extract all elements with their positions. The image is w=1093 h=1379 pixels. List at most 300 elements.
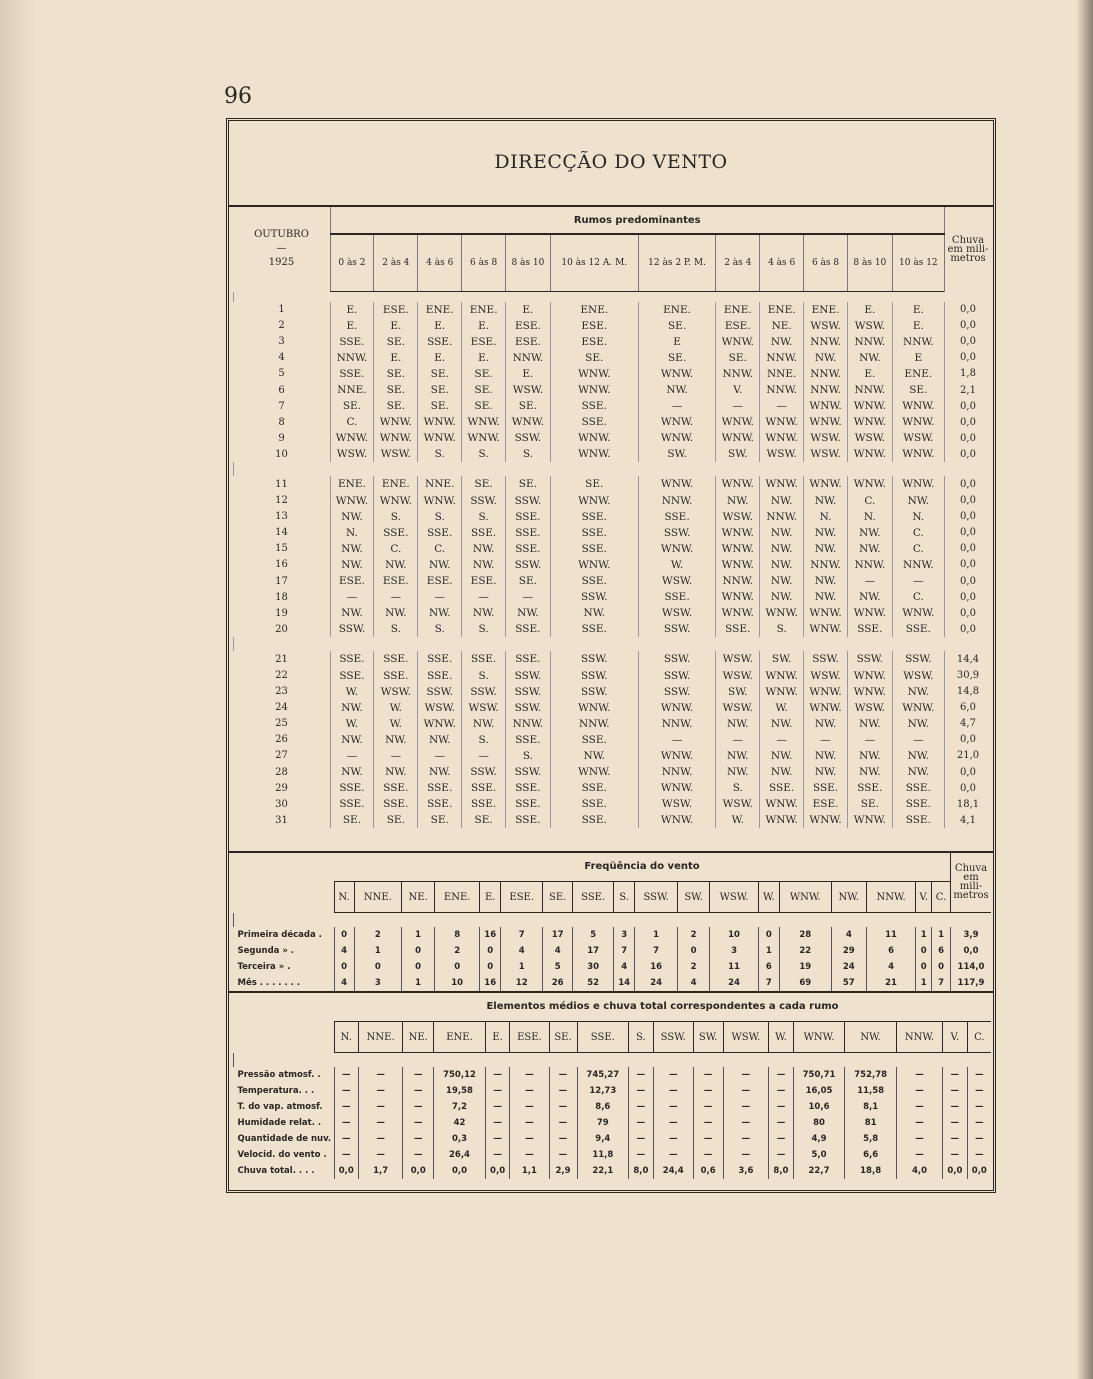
- direction-cell: NNW.: [804, 366, 848, 382]
- freq-cell: 2: [354, 927, 401, 943]
- direction-cell: WNW.: [550, 700, 638, 716]
- page-title: DIRECÇÃO DO VENTO: [494, 151, 728, 173]
- direction-cell: WNW.: [804, 414, 848, 430]
- freq-column-header: ESE.: [501, 882, 543, 913]
- rain-cell: 14,4: [945, 651, 992, 667]
- direction-cell: W.: [638, 557, 716, 573]
- direction-cell: NW.: [804, 589, 848, 605]
- direction-cell: ESE.: [804, 796, 848, 812]
- table-row: [234, 493, 992, 509]
- direction-cell: —: [462, 589, 506, 605]
- direction-cell: —: [330, 589, 374, 605]
- elem-cell: —: [549, 1131, 577, 1147]
- direction-cell: NW.: [760, 541, 804, 557]
- month-header: [234, 207, 331, 292]
- direction-cell: SSW.: [550, 589, 638, 605]
- table-row: [234, 318, 992, 334]
- elem-cell: —: [693, 1115, 723, 1131]
- direction-cell: SSE.: [374, 780, 418, 796]
- direction-cell: ESE.: [374, 573, 418, 589]
- rain-cell: 4,1: [945, 812, 992, 828]
- direction-cell: WNW.: [638, 780, 716, 796]
- freq-cell: 11: [710, 959, 759, 975]
- column-header: 12 às 2 P. M.: [638, 234, 716, 292]
- direction-cell: SSW.: [506, 667, 551, 683]
- direction-cell: NW.: [330, 541, 374, 557]
- direction-cell: WNW.: [716, 557, 760, 573]
- freq-cell: 1: [501, 959, 543, 975]
- table-row: [234, 302, 992, 318]
- direction-cell: SSE.: [506, 509, 551, 525]
- freq-column-header: N.: [334, 882, 354, 913]
- direction-cell: NW.: [760, 334, 804, 350]
- direction-cell: SE.: [418, 398, 462, 414]
- elem-cell: —: [549, 1115, 577, 1131]
- elem-column-header: NNE.: [359, 1022, 403, 1053]
- freq-cell: 0: [334, 927, 354, 943]
- direction-cell: SE.: [716, 350, 760, 366]
- elem-cell: 750,71: [793, 1067, 845, 1083]
- day-cell: 29: [275, 782, 288, 794]
- direction-cell: WNW.: [330, 430, 374, 446]
- elem-column-header: N.: [334, 1022, 359, 1053]
- column-header: 4 às 6: [418, 234, 462, 292]
- day-cell: 23: [275, 686, 288, 698]
- direction-cell: SSW.: [330, 621, 374, 637]
- direction-cell: NW.: [716, 748, 760, 764]
- direction-cell: —: [848, 573, 893, 589]
- direction-cell: NNW.: [760, 509, 804, 525]
- direction-cell: WSW.: [892, 430, 944, 446]
- freq-corner: [234, 851, 335, 913]
- elem-cell: —: [485, 1067, 510, 1083]
- direction-cell: S.: [418, 621, 462, 637]
- direction-cell: E.: [848, 302, 893, 318]
- direction-cell: WSW.: [418, 700, 462, 716]
- elem-cell: —: [967, 1115, 991, 1131]
- direction-cell: ENE.: [804, 302, 848, 318]
- elem-cell: 10,6: [793, 1099, 845, 1115]
- elem-cell: —: [943, 1147, 968, 1163]
- direction-cell: —: [848, 732, 893, 748]
- freq-cell: 0: [678, 943, 710, 959]
- freq-cell: 8: [435, 927, 480, 943]
- title-box: [229, 121, 993, 207]
- freq-column-header: SSW.: [635, 882, 678, 913]
- direction-cell: SE.: [418, 382, 462, 398]
- direction-cell: SE.: [374, 334, 418, 350]
- elem-corner: [234, 991, 335, 1053]
- direction-cell: WNW.: [760, 812, 804, 828]
- direction-cell: WNW.: [760, 605, 804, 621]
- elem-cell: —: [334, 1099, 359, 1115]
- freq-cell: 16: [480, 927, 501, 943]
- freq-column-header: WSW.: [710, 882, 759, 913]
- direction-cell: WSW.: [804, 667, 848, 683]
- day-cell: 17: [275, 575, 288, 587]
- elem-cell: —: [769, 1067, 794, 1083]
- table-row: [234, 700, 992, 716]
- elem-cell: 0,3: [434, 1131, 486, 1147]
- freq-cell: 0: [334, 959, 354, 975]
- direction-cell: SSE.: [760, 780, 804, 796]
- elem-cell: —: [403, 1147, 434, 1163]
- elem-cell: —: [403, 1099, 434, 1115]
- direction-cell: SE.: [418, 812, 462, 828]
- freq-cell: 4: [678, 975, 710, 991]
- spacer-cell: [234, 1053, 335, 1067]
- elem-cell: 3,6: [723, 1163, 769, 1179]
- direction-cell: SSE.: [848, 621, 893, 637]
- direction-cell: WSW.: [848, 318, 893, 334]
- direction-cell: NNW.: [848, 382, 893, 398]
- direction-cell: NW.: [716, 493, 760, 509]
- elem-cell: —: [629, 1083, 654, 1099]
- rain-cell: 30,9: [945, 667, 992, 683]
- freq-cell: 2: [678, 959, 710, 975]
- direction-cell: SE.: [374, 366, 418, 382]
- direction-cell: SSE.: [418, 780, 462, 796]
- elem-cell: 0,0: [485, 1163, 510, 1179]
- freq-cell: 5: [573, 927, 614, 943]
- table-row: [234, 812, 992, 828]
- direction-cell: NW.: [892, 748, 944, 764]
- direction-cell: SSE.: [550, 796, 638, 812]
- day-cell: 3: [278, 336, 285, 348]
- elem-cell: 42: [434, 1115, 486, 1131]
- freq-column-header: V.: [916, 882, 932, 913]
- rain-cell: 0,0: [945, 334, 992, 350]
- elem-cell: —: [967, 1099, 991, 1115]
- direction-cell: NNW.: [330, 350, 374, 366]
- direction-cell: SSE.: [550, 732, 638, 748]
- elem-cell: 18,8: [845, 1163, 897, 1179]
- freq-column-header: C.: [932, 882, 951, 913]
- direction-cell: —: [418, 589, 462, 605]
- day-cell: 19: [275, 607, 288, 619]
- direction-cell: E: [892, 350, 944, 366]
- direction-cell: NW.: [804, 748, 848, 764]
- direction-cell: NW.: [418, 557, 462, 573]
- row-label: Segunda » .: [237, 945, 295, 956]
- direction-cell: ENE.: [330, 476, 374, 492]
- elem-column-header: E.: [485, 1022, 510, 1053]
- direction-cell: WNW.: [716, 334, 760, 350]
- freq-cell: 7: [501, 927, 543, 943]
- direction-cell: SSW.: [506, 684, 551, 700]
- table-row: [234, 1099, 992, 1115]
- direction-cell: NNW.: [506, 716, 551, 732]
- elem-cell: 19,58: [434, 1083, 486, 1099]
- direction-cell: —: [716, 732, 760, 748]
- freq-cell: 16: [480, 975, 501, 991]
- direction-cell: NNW.: [804, 382, 848, 398]
- direction-cell: NW.: [330, 557, 374, 573]
- freq-cell: 57: [831, 975, 866, 991]
- elem-cell: —: [653, 1131, 693, 1147]
- day-cell: 21: [275, 653, 288, 665]
- direction-cell: WSW.: [848, 430, 893, 446]
- freq-column-header: NE.: [402, 882, 435, 913]
- freq-cell: 0: [758, 927, 779, 943]
- table-row: [234, 398, 992, 414]
- elem-cell: —: [943, 1131, 968, 1147]
- day-cell: 15: [275, 543, 288, 555]
- direction-cell: E: [638, 334, 716, 350]
- direction-cell: WNW.: [716, 430, 760, 446]
- elem-cell: —: [769, 1099, 794, 1115]
- direction-cell: ESE.: [506, 334, 551, 350]
- rain-cell: 18,1: [945, 796, 992, 812]
- direction-cell: WNW.: [848, 398, 893, 414]
- direction-cell: WSW.: [892, 667, 944, 683]
- elem-cell: 0,0: [943, 1163, 968, 1179]
- direction-cell: SSW.: [638, 684, 716, 700]
- table-row: [234, 975, 992, 991]
- direction-cell: E.: [848, 366, 893, 382]
- elem-column-header: W.: [769, 1022, 794, 1053]
- freq-title: Freqüência do vento: [334, 851, 951, 882]
- direction-cell: SSE.: [330, 651, 374, 667]
- elem-cell: 745,27: [577, 1067, 629, 1083]
- direction-cell: SE.: [418, 366, 462, 382]
- direction-cell: —: [330, 748, 374, 764]
- direction-cell: NW.: [330, 764, 374, 780]
- direction-cell: SE.: [462, 812, 506, 828]
- elem-cell: —: [769, 1083, 794, 1099]
- direction-cell: SSE.: [892, 780, 944, 796]
- elem-cell: —: [334, 1131, 359, 1147]
- elem-cell: 12,73: [577, 1083, 629, 1099]
- direction-cell: NW.: [374, 764, 418, 780]
- direction-cell: SSE.: [506, 796, 551, 812]
- rain-cell: 0,0: [945, 509, 992, 525]
- row-label: Humidade relat. .: [237, 1117, 322, 1128]
- direction-cell: E.: [462, 350, 506, 366]
- direction-cell: S.: [462, 621, 506, 637]
- elem-column-header: SSW.: [653, 1022, 693, 1053]
- direction-cell: NNW.: [848, 334, 893, 350]
- direction-cell: SE.: [374, 398, 418, 414]
- direction-cell: S.: [418, 446, 462, 462]
- elem-cell: 8,1: [845, 1099, 897, 1115]
- direction-cell: C.: [892, 589, 944, 605]
- elem-column-header: NW.: [845, 1022, 897, 1053]
- table-row: [234, 943, 992, 959]
- direction-cell: SSE.: [848, 780, 893, 796]
- direction-cell: WNW.: [804, 684, 848, 700]
- row-label: Temperatura. . .: [237, 1085, 315, 1096]
- elem-cell: —: [359, 1147, 403, 1163]
- direction-cell: NW.: [374, 557, 418, 573]
- table-row: [234, 927, 992, 943]
- elem-cell: 2,9: [549, 1163, 577, 1179]
- direction-cell: NW.: [892, 764, 944, 780]
- elem-cell: —: [943, 1067, 968, 1083]
- elem-cell: 1,7: [359, 1163, 403, 1179]
- year-label: 1925: [268, 257, 295, 269]
- table-row: [234, 1067, 992, 1083]
- direction-cell: SE.: [330, 812, 374, 828]
- direction-cell: WNW.: [760, 430, 804, 446]
- direction-cell: SSE.: [330, 366, 374, 382]
- direction-cell: WNW.: [716, 589, 760, 605]
- direction-cell: WNW.: [892, 605, 944, 621]
- direction-cell: WNW.: [418, 493, 462, 509]
- elem-cell: —: [896, 1131, 942, 1147]
- direction-cell: NNW.: [716, 573, 760, 589]
- direction-cell: SSW.: [462, 684, 506, 700]
- direction-cell: WNW.: [892, 398, 944, 414]
- direction-cell: NNW.: [848, 557, 893, 573]
- direction-cell: NW.: [330, 509, 374, 525]
- direction-cell: NW.: [760, 589, 804, 605]
- freq-cell: 0: [354, 959, 401, 975]
- direction-cell: SE.: [550, 350, 638, 366]
- direction-cell: S.: [374, 509, 418, 525]
- direction-cell: WNW.: [374, 493, 418, 509]
- direction-cell: C.: [330, 414, 374, 430]
- elem-cell: —: [653, 1083, 693, 1099]
- freq-cell: 29: [831, 943, 866, 959]
- rain-cell: 0,0: [945, 557, 992, 573]
- direction-cell: WSW.: [374, 684, 418, 700]
- direction-cell: NNW.: [804, 334, 848, 350]
- direction-cell: SSE.: [638, 589, 716, 605]
- table-row: [234, 716, 992, 732]
- elem-cell: —: [629, 1115, 654, 1131]
- direction-cell: ENE.: [418, 302, 462, 318]
- freq-cell: 22: [779, 943, 831, 959]
- frequency-table: [233, 851, 991, 991]
- day-cell: 20: [275, 623, 288, 635]
- elem-cell: 81: [845, 1115, 897, 1131]
- day-cell: 11: [275, 478, 288, 490]
- direction-cell: SSE.: [550, 541, 638, 557]
- table-row: [234, 621, 992, 637]
- elem-cell: —: [403, 1067, 434, 1083]
- direction-cell: SSE.: [374, 651, 418, 667]
- direction-cell: SSE.: [892, 796, 944, 812]
- direction-cell: SSE.: [716, 621, 760, 637]
- elem-column-header: SSE.: [577, 1022, 629, 1053]
- elem-title: Elementos médios e chuva total correspondentes a cada rumo: [334, 991, 991, 1022]
- direction-cell: SE.: [638, 350, 716, 366]
- direction-cell: SSW.: [462, 764, 506, 780]
- elem-cell: 16,05: [793, 1083, 845, 1099]
- freq-cell: 24: [831, 959, 866, 975]
- table-row: [234, 764, 992, 780]
- day-cell: 2: [278, 320, 285, 332]
- freq-cell: 1: [354, 943, 401, 959]
- direction-cell: NW.: [506, 605, 551, 621]
- freq-cell: 17: [543, 927, 573, 943]
- table-row: [234, 605, 992, 621]
- elem-cell: —: [723, 1115, 769, 1131]
- day-cell: 27: [275, 750, 288, 762]
- direction-cell: SSW.: [506, 430, 551, 446]
- direction-cell: NNE.: [760, 366, 804, 382]
- direction-cell: WSW.: [506, 382, 551, 398]
- column-header: 8 às 10: [506, 234, 551, 292]
- direction-cell: NW.: [892, 684, 944, 700]
- freq-cell: 6: [932, 943, 951, 959]
- direction-cell: WNW.: [760, 796, 804, 812]
- direction-cell: C.: [892, 541, 944, 557]
- elem-cell: —: [896, 1147, 942, 1163]
- freq-cell: 11: [866, 927, 915, 943]
- day-cell: 10: [275, 448, 288, 460]
- direction-cell: SSW.: [506, 700, 551, 716]
- day-cell: 28: [275, 766, 288, 778]
- day-cell: 31: [275, 814, 288, 826]
- elem-cell: —: [769, 1147, 794, 1163]
- direction-cell: WNW.: [848, 667, 893, 683]
- direction-cell: SE.: [892, 382, 944, 398]
- direction-cell: WNW.: [638, 748, 716, 764]
- direction-cell: —: [506, 589, 551, 605]
- column-header: 6 às 8: [462, 234, 506, 292]
- column-header: 4 às 6: [760, 234, 804, 292]
- freq-cell: 3: [710, 943, 759, 959]
- direction-cell: SSE.: [418, 525, 462, 541]
- direction-cell: ENE.: [638, 302, 716, 318]
- elem-cell: —: [723, 1067, 769, 1083]
- direction-cell: SSE.: [374, 796, 418, 812]
- direction-cell: ENE.: [374, 476, 418, 492]
- freq-cell: 1: [916, 975, 932, 991]
- rain-cell: 0,0: [945, 414, 992, 430]
- rain-cell: 1,8: [945, 366, 992, 382]
- freq-cell: 28: [779, 927, 831, 943]
- direction-cell: N.: [804, 509, 848, 525]
- freq-column-header: NW.: [831, 882, 866, 913]
- direction-cell: WSW.: [638, 573, 716, 589]
- table-row: [234, 1163, 992, 1179]
- freq-cell: 4: [334, 975, 354, 991]
- direction-cell: WNW.: [638, 366, 716, 382]
- elem-cell: —: [943, 1115, 968, 1131]
- freq-cell: 6: [866, 943, 915, 959]
- direction-cell: WNW.: [716, 476, 760, 492]
- table-frame: [226, 118, 996, 1193]
- elem-column-header: SW.: [693, 1022, 723, 1053]
- direction-cell: E.: [892, 318, 944, 334]
- freq-column-header: NNW.: [866, 882, 915, 913]
- direction-cell: WNW.: [892, 414, 944, 430]
- freq-cell: 0: [480, 943, 501, 959]
- direction-cell: SSE.: [550, 780, 638, 796]
- direction-cell: NW.: [760, 557, 804, 573]
- direction-cell: NW.: [760, 748, 804, 764]
- direction-cell: WNW.: [716, 414, 760, 430]
- table-row: [234, 651, 992, 667]
- direction-cell: WNW.: [892, 476, 944, 492]
- direction-cell: WNW.: [804, 476, 848, 492]
- direction-cell: SSW.: [550, 667, 638, 683]
- direction-cell: SSE.: [506, 525, 551, 541]
- elem-cell: —: [485, 1147, 510, 1163]
- direction-cell: E.: [330, 302, 374, 318]
- direction-cell: WNW.: [638, 476, 716, 492]
- elem-column-header: SE.: [549, 1022, 577, 1053]
- freq-cell: 1: [402, 927, 435, 943]
- direction-cell: —: [374, 589, 418, 605]
- elem-cell: 80: [793, 1115, 845, 1131]
- elem-cell: —: [967, 1131, 991, 1147]
- table-row: [234, 446, 992, 462]
- day-cell: 12: [275, 495, 288, 507]
